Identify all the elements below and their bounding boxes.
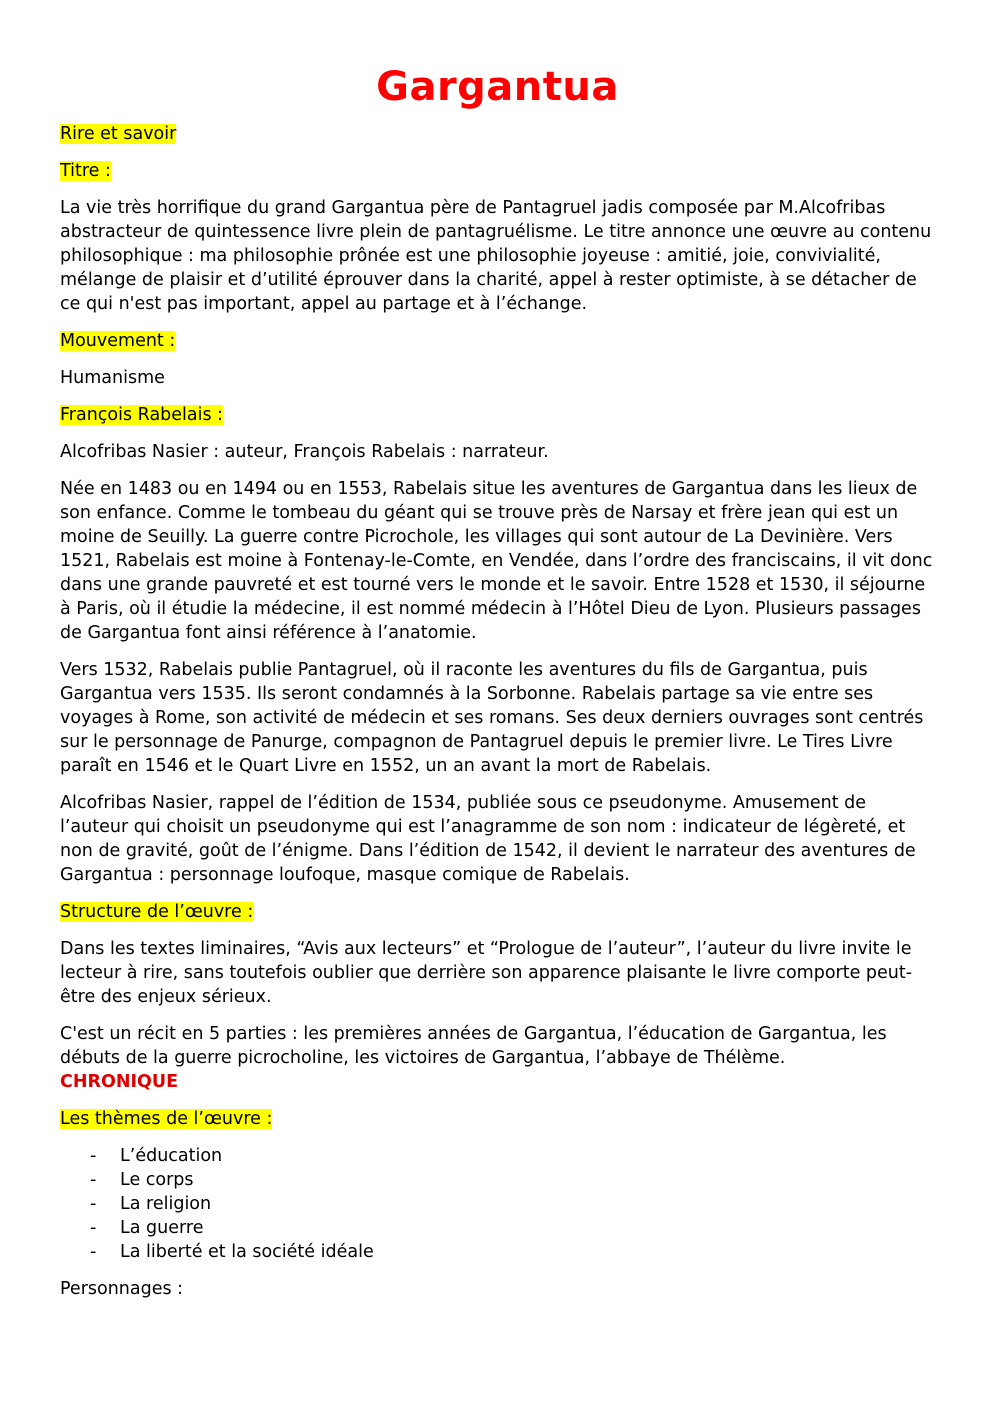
list-item (60, 1144, 935, 1168)
list-item (60, 1240, 935, 1264)
titre-heading (60, 159, 935, 183)
structure-paragraph-2 (60, 1022, 935, 1094)
list-bullet: - (90, 1194, 97, 1214)
document-page (60, 60, 935, 1314)
themes-heading (60, 1107, 935, 1131)
structure-highlight: Structure de l’œuvre : (60, 902, 254, 922)
list-item (60, 1192, 935, 1216)
titre-paragraph: La vie très horrifique du grand Gargantua père de Pantagruel jadis composée par M.Alcofribas abstracteur de quintessence livre plein de pantagruélisme. Le titre annonce une œuvre au contenu philosophique : ma philosophie prônée est une philosophie joyeuse : amitié, joie, convivialité, mélange de plaisir et d’utilité éprouver dans la charité, appel à rester optimiste, à se détacher de ce qui n'est pas important, appel au partage et à l’échange. (60, 198, 932, 314)
rabelais-highlight: François Rabelais : (60, 405, 224, 425)
list-item-text: La liberté et la société idéale (120, 1242, 374, 1262)
list-bullet: - (90, 1242, 97, 1262)
subtitle-highlight: Rire et savoir (60, 124, 177, 144)
list-item-text: L’éducation (120, 1146, 223, 1166)
list-bullet: - (90, 1218, 97, 1238)
structure-paragraph-2-text: C'est un récit en 5 parties : les premières années de Gargantua, l’éducation de Gargantua, les débuts de la guerre picrocholine, les victoires de Gargantua, l’abbaye de Thélème. (60, 1024, 887, 1068)
themes-highlight: Les thèmes de l’œuvre : (60, 1109, 273, 1129)
list-bullet: - (90, 1146, 97, 1166)
rabelais-paragraph-1: Alcofribas Nasier : auteur, François Rabelais : narrateur. (60, 442, 549, 462)
structure-heading (60, 900, 935, 924)
list-item (60, 1168, 935, 1192)
rabelais-paragraph-2: Née en 1483 ou en 1494 ou en 1553, Rabelais situe les aventures de Gargantua dans les lieux de son enfance. Comme le tombeau du géant qui se trouve près de Narsay et frère jean qui est un moine de Seuilly. La guerre contre Picrochole, les villages qui sont autour de La Devinière. Vers 1521, Rabelais est moine à Fontenay-le-Comte, en Vendée, dans l’ordre des franciscains, il vit donc dans une grande pauvreté et est tourné vers le monde et le savoir. Entre 1528 et 1530, il séjourne à Paris, où il étudie la médecine, il est nommé médecin à l’Hôtel Dieu de Lyon. Plusieurs passages de Gargantua font ainsi référence à l’anatomie. (60, 479, 933, 643)
list-item-text: La religion (120, 1194, 212, 1214)
personnages-heading: Personnages : (60, 1279, 184, 1299)
titre-highlight: Titre : (60, 161, 111, 181)
structure-paragraph-1: Dans les textes liminaires, “Avis aux lecteurs” et “Prologue de l’auteur”, l’auteur du livre invite le lecteur à rire, sans toutefois oublier que derrière son apparence plaisante le livre comporte peut-être des enjeux sérieux. (60, 939, 913, 1007)
document-title: Gargantua (376, 64, 619, 110)
list-item (60, 1216, 935, 1240)
mouvement-heading (60, 329, 935, 353)
list-item-text: La guerre (120, 1218, 204, 1238)
themes-list (60, 1144, 935, 1264)
rabelais-paragraph-4: Alcofribas Nasier, rappel de l’édition de 1534, publiée sous ce pseudonyme. Amusement de l’auteur qui choisit un pseudonyme qui est l’anagramme de son nom : indicateur de légèreté, et non de gravité, goût de l’énigme. Dans l’édition de 1542, il devient le narrateur des aventures de Gargantua : personnage loufoque, masque comique de Rabelais. (60, 793, 916, 885)
chronique-emphasis: CHRONIQUE (60, 1072, 179, 1092)
mouvement-paragraph: Humanisme (60, 368, 165, 388)
rabelais-heading (60, 403, 935, 427)
list-bullet: - (90, 1170, 97, 1190)
list-item-text: Le corps (120, 1170, 194, 1190)
subtitle-heading (60, 122, 935, 146)
rabelais-paragraph-3: Vers 1532, Rabelais publie Pantagruel, où il raconte les aventures du fils de Gargantua, puis Gargantua vers 1535. Ils seront condamnés à la Sorbonne. Rabelais partage sa vie entre ses voyages à Rome, son activité de médecin et ses romans. Ses deux derniers ouvrages sont centrés sur le personnage de Panurge, compagnon de Pantagruel depuis le premier livre. Le Tires Livre paraît en 1546 et le Quart Livre en 1552, un an avant la mort de Rabelais. (60, 660, 924, 776)
mouvement-highlight: Mouvement : (60, 331, 176, 351)
